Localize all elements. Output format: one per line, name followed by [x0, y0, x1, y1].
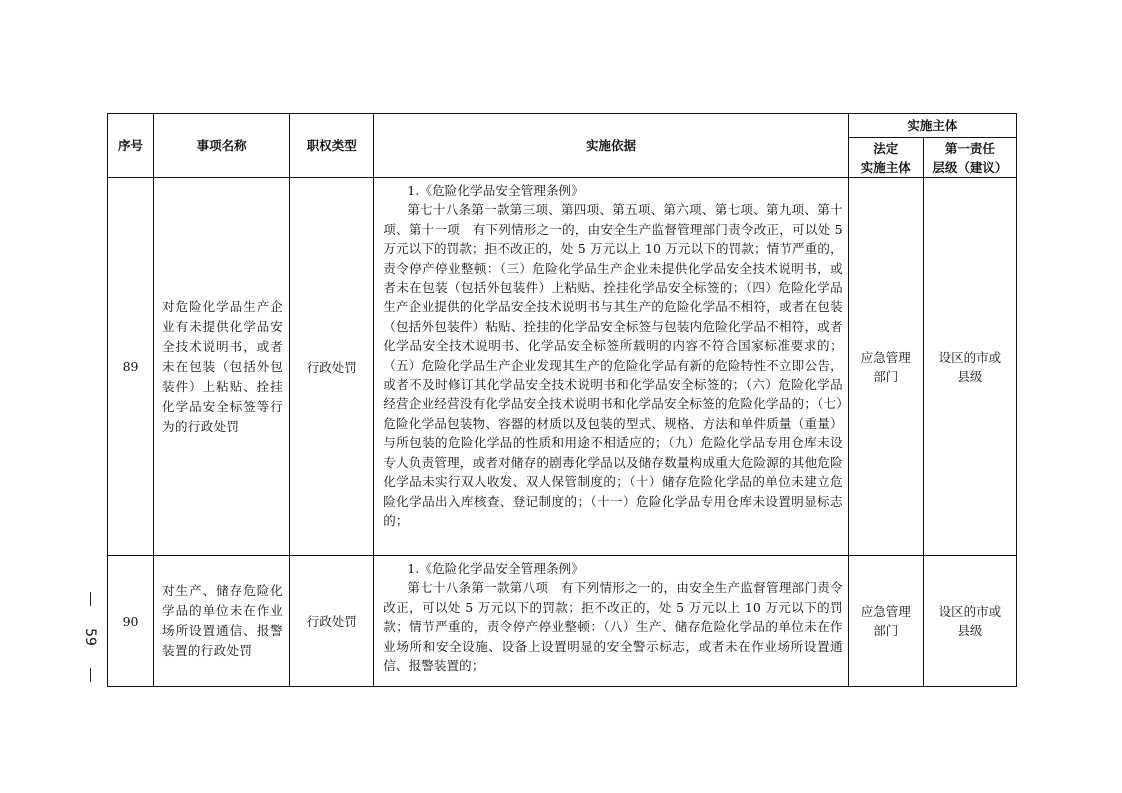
page-number-marker	[78, 592, 102, 682]
page-number: 59	[81, 628, 98, 646]
row-authority-type: 行政处罚	[290, 178, 374, 556]
table-row	[108, 556, 1017, 687]
authority-table	[107, 113, 1017, 687]
row-index: 90	[108, 556, 154, 687]
basis-title: 1.《危险化学品安全管理条例》	[407, 183, 584, 198]
header-first-level: 第一责任 层级（建议）	[923, 138, 1016, 178]
row-authority-type: 行政处罚	[290, 556, 374, 687]
header-legal-subject: 法定 实施主体	[848, 138, 923, 178]
row-first-level: 设区的市或 县级	[923, 556, 1016, 687]
header-subject: 实施主体	[848, 114, 1016, 138]
basis-body: 第七十八条第一款第三项、第四项、第五项、第六项、第七项、第九项、第十项、第十一项 有下列情形之一的，由安全生产监督管理部门责令改正，可以处 5 万元以下的罚款；拒不改正的，处 5 万元以上 10 万元以下的罚款；情节严重的，责令停产停业整顿：（三）危险化学品生产企业未提供化学品安全技术说明书，或者未在包装（包括外包装件）上粘贴、拴挂化学品安全标签的；（四）危险化学品生产企业提供的化学品安全技术说明书与其生产的危险化学品不相符，或者在包装（包括外包装件）粘贴、拴挂的化学品安全标签与包装内危险化学品不相符，或者化学品安全技术说明书、化学品安全标签所载明的内容不符合国家标准要求的；（五）危险化学品生产企业发现其生产的危险化学品有新的危险特性不立即公告，或者不及时修订其化学品安全技术说明书和化学品安全标签的；（六）危险化学品经营企业经营没有化学品安全技术说明书和化学品安全标签的危险化学品的；（七）危险化学品包装物、容器的材质以及包装的型式、规格、方法和单件质量（重量）与所包装的危险化学品的性质和用途不相适应的；（九）危险化学品专用仓库未设专人负责管理，或者对储存的剧毒化学品以及储存数量构成重大危险源的其他危险化学品未实行双人收发、双人保管制度的；（十）储存危险化学品的单位未建立危险化学品出入库核查、登记制度的；（十一）危险化学品专用仓库未设置明显标志的；	[383, 202, 843, 528]
row-basis	[374, 556, 849, 687]
row-index: 89	[108, 178, 154, 556]
row-item-name: 对危险化学品生产企业有未提供化学品安全技术说明书，或者未在包装（包括外包装件）上粘贴、拴挂化学品安全标签等行为的行政处罚	[154, 178, 290, 556]
header-index: 序号	[108, 114, 154, 178]
row-legal-subject: 应急管理 部门	[848, 178, 923, 556]
header-basis: 实施依据	[374, 114, 849, 178]
row-item-name: 对生产、储存危险化学品的单位未在作业场所设置通信、报警装置的行政处罚	[154, 556, 290, 687]
table-row	[108, 178, 1017, 556]
row-basis	[374, 178, 849, 556]
row-first-level: 设区的市或 县级	[923, 178, 1016, 556]
page-number-dash-bottom	[90, 668, 91, 682]
document-sheet	[107, 113, 1017, 687]
basis-body: 第七十八条第一款第八项 有下列情形之一的，由安全生产监督管理部门责令改正，可以处 5 万元以下的罚款；拒不改正的，处 5 万元以上 10 万元以下的罚款；情节严重的，责令停产停业整顿：（八）生产、储存危险化学品的单位未在作业场所和安全设施、设备上设置明显的安全警示标志，或者未在作业场所设置通信、报警装置的；	[383, 580, 843, 674]
header-type: 职权类型	[290, 114, 374, 178]
basis-title: 1.《危险化学品安全管理条例》	[407, 561, 584, 576]
page-number-dash-top	[90, 592, 91, 606]
header-name: 事项名称	[154, 114, 290, 178]
row-legal-subject: 应急管理 部门	[848, 556, 923, 687]
